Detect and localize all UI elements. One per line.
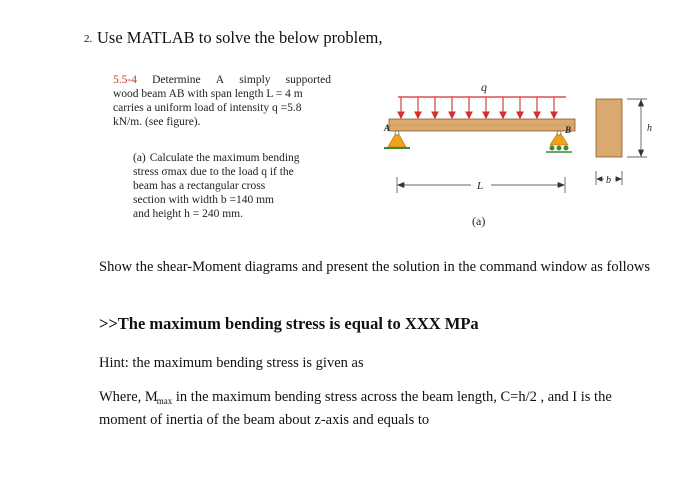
part-a-line-2: stress σmax due to the load q if the: [133, 166, 294, 178]
height-label: h: [647, 123, 652, 134]
part-a: [133, 151, 329, 221]
part-a-line-5: and height h = 240 mm.: [133, 208, 243, 220]
load-label: q: [481, 80, 487, 94]
problem-word: Determine: [152, 74, 201, 86]
where-text: [99, 388, 659, 430]
beam-figure: [377, 75, 667, 235]
where-subscript: max: [156, 396, 173, 406]
load-arrows: [398, 97, 557, 118]
rollers-icon: [550, 146, 569, 151]
problem-word: supported: [285, 74, 331, 86]
part-a-line-4: section with width b =140 mm: [133, 194, 274, 206]
height-dimension: [627, 99, 647, 157]
problem-line-1: [113, 73, 331, 87]
figure-caption: (a): [472, 214, 486, 228]
hint-text: Hint: the maximum bending stress is given as: [99, 355, 364, 371]
span-label: L: [477, 180, 484, 192]
pin-b-icon: [557, 131, 561, 135]
problem-id: 5.5-4: [113, 74, 137, 86]
show-instruction: Show the shear-Moment diagrams and present the solution in the command window as follows: [99, 259, 651, 275]
part-a-line-1: (a) Calculate the maximum bending: [133, 152, 300, 164]
problem-word: A: [215, 74, 225, 86]
width-label: b: [606, 175, 611, 186]
problem-statement: [113, 73, 331, 129]
support-b-label: B: [565, 125, 572, 135]
problem-line-4: kN/m. (see figure).: [113, 116, 201, 128]
where-before: Where, M: [99, 389, 158, 405]
problem-line-3: carries a uniform load of intensity q =5.8: [113, 102, 302, 114]
result-template: >>The maximum bending stress is equal to XXX MPa: [99, 314, 479, 333]
problem-word: simply: [239, 74, 271, 86]
support-a-label: A: [384, 123, 391, 133]
problem-line-2: wood beam AB with span length L = 4 m: [113, 88, 303, 100]
cross-section: [596, 99, 622, 157]
part-a-label: (a): [133, 152, 146, 164]
where-after: in the maximum bending stress across the beam length, C=h/2 , and I is the moment of inertia of the beam about z-axis and equals to: [99, 389, 612, 428]
pin-a-icon: [395, 131, 399, 135]
question-number: 2.: [84, 33, 93, 45]
part-a-line-3: beam has a rectangular cross: [133, 180, 266, 192]
question-title: Use MATLAB to solve the below problem,: [97, 28, 383, 47]
